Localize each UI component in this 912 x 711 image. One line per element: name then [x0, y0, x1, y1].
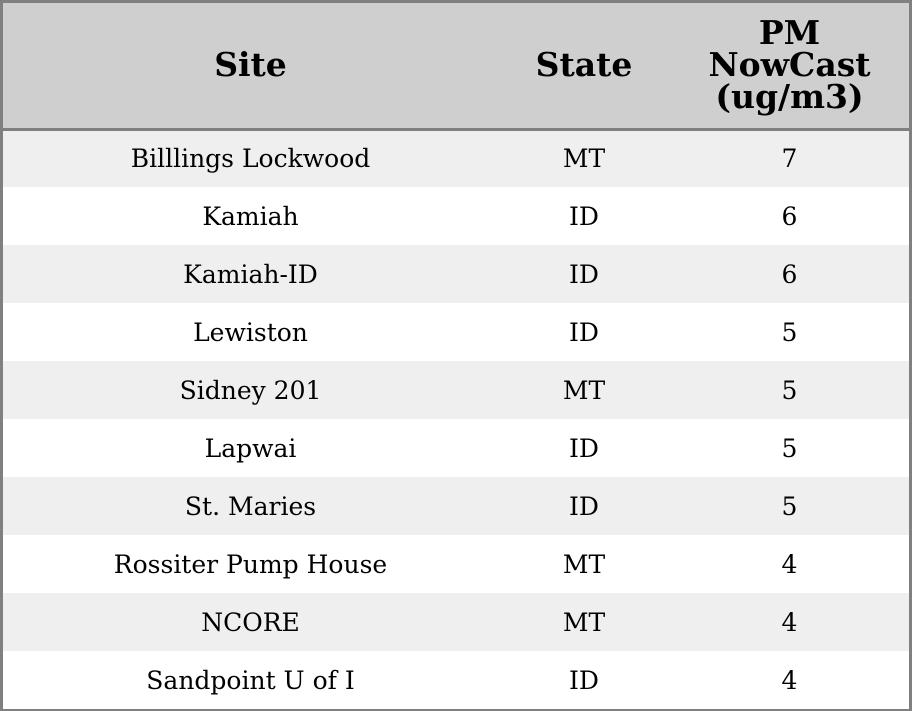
cell-state: ID	[569, 433, 599, 463]
cell-site: Sandpoint U of I	[146, 665, 355, 695]
cell-pm-nowcast: 4	[781, 665, 798, 695]
cell-pm-nowcast: 5	[781, 375, 798, 405]
cell-pm-nowcast: 7	[781, 144, 798, 174]
table-row	[3, 419, 909, 477]
cell-state: MT	[562, 607, 606, 637]
header-pm-line-1: PM	[758, 13, 821, 53]
table-row	[3, 245, 909, 303]
cell-pm-nowcast: 4	[781, 607, 798, 637]
header-pm-nowcast	[670, 3, 909, 129]
cell-pm-nowcast: 5	[781, 491, 798, 521]
table-row	[3, 187, 909, 245]
cell-site: Billlings Lockwood	[130, 144, 371, 174]
cell-site: Lewiston	[193, 317, 308, 347]
pm-nowcast-table	[3, 3, 909, 709]
cell-state: MT	[562, 144, 606, 174]
table-header	[3, 3, 909, 129]
cell-state: ID	[569, 259, 599, 289]
table-row	[3, 477, 909, 535]
table-row	[3, 535, 909, 593]
cell-site: Sidney 201	[179, 375, 322, 405]
cell-site: NCORE	[201, 607, 300, 637]
cell-pm-nowcast: 5	[781, 433, 798, 463]
cell-pm-nowcast: 6	[781, 259, 798, 289]
header-site-label: Site	[214, 45, 287, 85]
table-row	[3, 593, 909, 651]
cell-state: ID	[569, 665, 599, 695]
cell-site: Lapwai	[204, 433, 297, 463]
cell-state: MT	[562, 375, 606, 405]
cell-pm-nowcast: 6	[781, 201, 798, 231]
table-row	[3, 303, 909, 361]
header-pm-line-2: NowCast	[708, 45, 871, 85]
table-row	[3, 129, 909, 187]
header-state-label: State	[535, 45, 633, 85]
header-site	[3, 3, 498, 129]
cell-site: St. Maries	[184, 491, 317, 521]
table-row	[3, 361, 909, 419]
header-state	[498, 3, 670, 129]
cell-state: ID	[569, 317, 599, 347]
header-pm-line-3: (ug/m3)	[715, 77, 864, 117]
cell-state: ID	[569, 201, 599, 231]
cell-state: MT	[562, 549, 606, 579]
cell-pm-nowcast: 4	[781, 549, 798, 579]
header-row	[3, 3, 909, 129]
table-body	[3, 129, 909, 709]
cell-site: Kamiah-ID	[183, 259, 318, 289]
cell-pm-nowcast: 5	[781, 317, 798, 347]
cell-site: Kamiah	[202, 201, 299, 231]
table-row	[3, 651, 909, 709]
cell-site: Rossiter Pump House	[113, 549, 388, 579]
cell-state: ID	[569, 491, 599, 521]
